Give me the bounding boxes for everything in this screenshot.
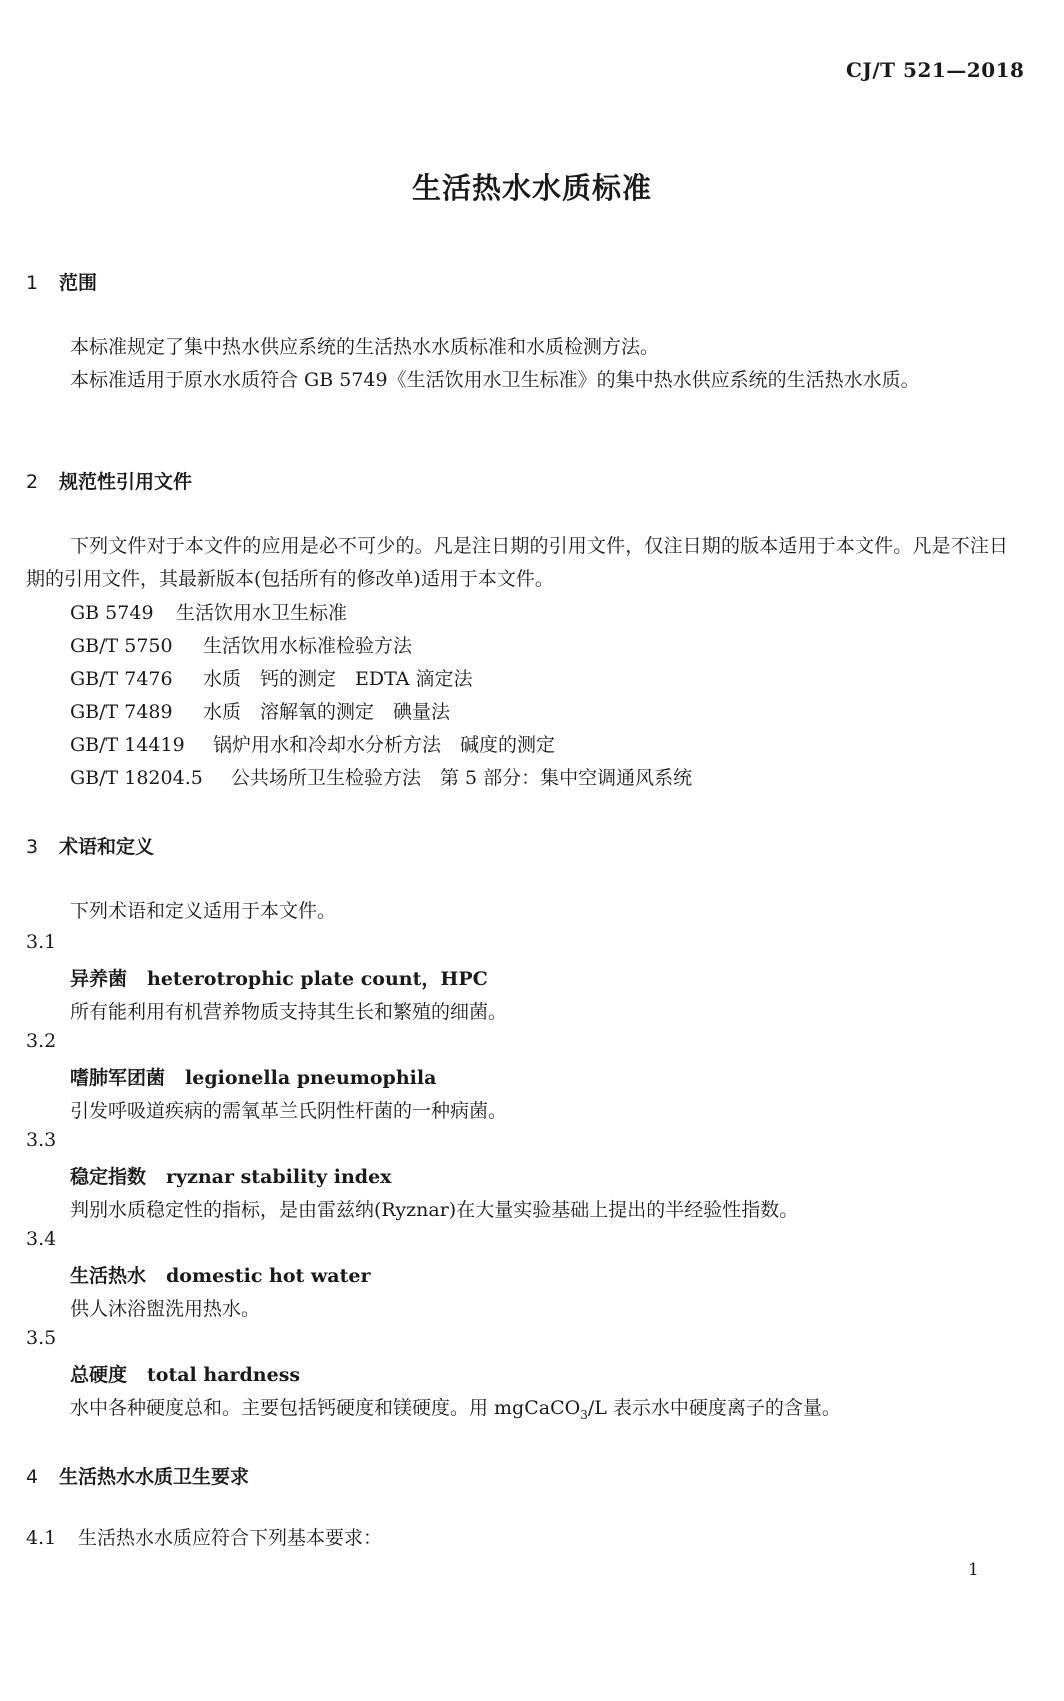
document-title: 生活热水水质标准 (411, 171, 652, 205)
reference-item (70, 664, 473, 691)
reference-title: 公共场所卫生检验方法 第 5 部分：集中空调通风系统 (231, 767, 693, 789)
term-chinese: 总硬度 (70, 1364, 128, 1386)
standard-number: CJ/T 521—2018 (846, 58, 1025, 82)
term-definition (70, 1393, 841, 1422)
reference-code: GB/T 14419 (70, 734, 185, 756)
term-number: 3.3 (26, 1129, 57, 1151)
term-entry (70, 1261, 370, 1288)
term-chinese: 稳定指数 (70, 1166, 147, 1188)
reference-code: GB/T 18204.5 (70, 767, 203, 789)
definition-text: /L 表示水中硬度离子的含量。 (587, 1397, 841, 1419)
clause (26, 1522, 382, 1555)
term-definition: 所有能利用有机营养物质支持其生长和繁殖的细菌。 (70, 1001, 508, 1023)
term-chinese: 生活热水 (70, 1265, 147, 1287)
term-chinese: 异养菌 (70, 968, 128, 990)
term-entry (70, 1063, 436, 1090)
reference-title: 生活饮用水标准检验方法 (203, 635, 413, 657)
section-3-heading (26, 832, 154, 859)
subscript: 3 (580, 1407, 588, 1422)
term-definition: 判别水质稳定性的指标，是由雷兹纳(Ryznar)在大量实验基础上提出的半经验性指数。 (70, 1199, 799, 1221)
term-english: total hardness (147, 1364, 301, 1386)
reference-item (70, 763, 692, 790)
definition-text: 水中各种硬度总和。主要包括钙硬度和镁硬度。用 mgCaCO (70, 1397, 581, 1419)
reference-item (70, 598, 347, 625)
term-entry (70, 1162, 392, 1189)
paragraph: 下列术语和定义适用于本文件。 (70, 900, 337, 922)
term-entry (70, 1360, 300, 1387)
term-english: ryznar stability index (166, 1166, 392, 1188)
clause-text: 生活热水水质应符合下列基本要求： (78, 1527, 383, 1549)
term-entry (70, 964, 488, 991)
page-number: 1 (968, 1560, 979, 1580)
section-2-heading (26, 467, 192, 494)
paragraph: 下列文件对于本文件的应用是必不可少的。凡是注日期的引用文件，仅注日期的版本适用于本文件。凡是不注日期的引用文件，其最新版本(包括所有的修改单)适用于本文件。 (26, 535, 1008, 590)
term-chinese: 嗜肺军团菌 (70, 1067, 166, 1089)
reference-title: 锅炉用水和冷却水分析方法 碱度的测定 (213, 734, 556, 756)
section-title: 范围 (59, 272, 98, 294)
term-number: 3.5 (26, 1327, 57, 1349)
section-1-heading (26, 268, 97, 295)
section-number: 1 (26, 272, 39, 294)
clause-number: 4.1 (26, 1527, 57, 1549)
paragraph: 本标准规定了集中热水供应系统的生活热水水质标准和水质检测方法。 (70, 336, 660, 358)
section-4-heading (26, 1462, 249, 1489)
section-number: 2 (26, 471, 39, 493)
term-definition: 引发呼吸道疾病的需氧革兰氏阴性杆菌的一种病菌。 (70, 1100, 508, 1122)
term-number: 3.1 (26, 931, 57, 953)
reference-title: 水质 溶解氧的测定 碘量法 (203, 701, 451, 723)
term-english: legionella pneumophila (185, 1067, 437, 1089)
reference-item (70, 631, 412, 658)
term-definition: 供人沐浴盥洗用热水。 (70, 1298, 261, 1320)
term-number: 3.2 (26, 1030, 57, 1052)
reference-code: GB/T 5750 (70, 635, 173, 657)
term-english: domestic hot water (166, 1265, 371, 1287)
reference-code: GB/T 7489 (70, 701, 173, 723)
term-number: 3.4 (26, 1228, 57, 1250)
reference-item (70, 697, 450, 724)
section-title: 术语和定义 (59, 836, 155, 858)
section-number: 3 (26, 836, 39, 858)
term-english: heterotrophic plate count，HPC (147, 968, 488, 990)
section-title: 规范性引用文件 (59, 471, 193, 493)
section-title: 生活热水水质卫生要求 (59, 1466, 250, 1488)
section-number: 4 (26, 1466, 39, 1488)
paragraph: 本标准适用于原水水质符合 GB 5749《生活饮用水卫生标准》的集中热水供应系统的生活热水水质。 (70, 369, 920, 391)
reference-title: 水质 钙的测定 EDTA 滴定法 (203, 668, 473, 690)
reference-item (70, 730, 555, 757)
reference-title: 生活饮用水卫生标准 (176, 602, 348, 624)
reference-code: GB 5749 (70, 602, 154, 624)
reference-code: GB/T 7476 (70, 668, 173, 690)
